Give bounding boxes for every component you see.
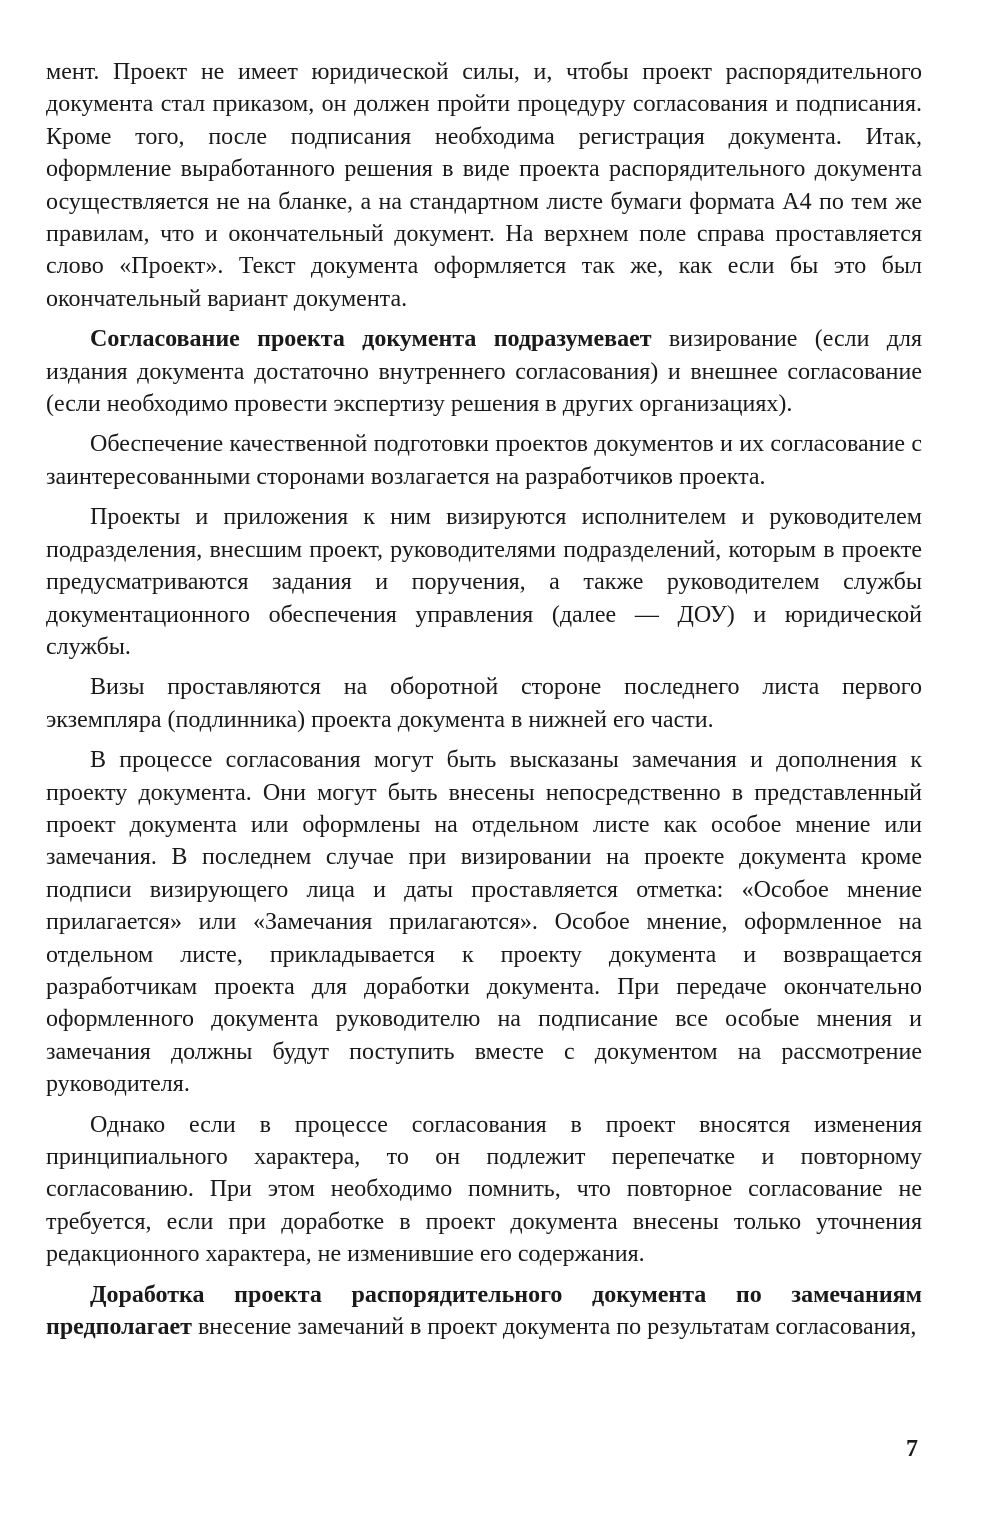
paragraph-text: визирование (если для издания документа достаточно внутреннего согласования) и внешнее согласование (если необходимо провести экспертизу решения в других организациях). [46, 326, 922, 418]
paragraph-6 [46, 744, 922, 1100]
page-body [46, 56, 922, 1351]
paragraph-5 [46, 671, 922, 736]
paragraph-4 [46, 501, 922, 663]
paragraph-lead-bold: Согласование проекта документа подразумевает [90, 326, 652, 353]
paragraph-lead-bold: Доработка проекта распорядительного документа по замечаниям предполагает [46, 1281, 922, 1341]
paragraph-text: мент. Проект не имеет юридической силы, и, чтобы проект распорядительного документа стал приказом, он должен пройти процедуру согласования и подписания. Кроме того, после подписания необходима регистрация документа. Итак, оформление выработанного решения в виде проекта распорядительного документа осуществляется не на бланке, а на стандартном листе бумаги формата А4 по тем же правилам, что и окончательный документ. На верхнем поле справа проставляется слово «Проект». Текст документа оформляется так же, как если бы это был окончательный вариант документа. [46, 59, 922, 312]
paragraph-8 [46, 1279, 922, 1344]
paragraph-1 [46, 56, 922, 315]
paragraph-7 [46, 1109, 922, 1271]
paragraph-3 [46, 428, 922, 493]
paragraph-text: В процессе согласования могут быть высказаны замечания и дополнения к проекту документа. Они могут быть внесены непосредственно в представленный проект документа или оформлены на отдельном листе как особое мнение или замечания. В последнем случае при визировании на проекте документа кроме подписи визирующего лица и даты проставляется отметка: «Особое мнение прилагается» или «Замечания прилагаются». Особое мнение, оформленное на отдельном листе, прикладывается к проекту документа и возвращается разработчикам проекта для доработки документа. При передаче окончательно оформленного документа руководителю на подписание все особые мнения и замечания должны будут поступить вместе с документом на рассмотрение руководителя. [46, 747, 922, 1098]
paragraph-text: Визы проставляются на оборотной стороне последнего листа первого экземпляра (подлинника) проекта документа в нижней его части. [46, 674, 922, 733]
paragraph-2 [46, 323, 922, 420]
paragraph-text: внесение замечаний в проект документа по результатам согласования, [191, 1314, 917, 1341]
page-number: 7 [906, 1436, 918, 1462]
paragraph-text: Обеспечение качественной подготовки проектов документов и их согласование с заинтересованными сторонами возлагается на разработчиков проекта. [46, 431, 922, 490]
paragraph-text: Однако если в процессе согласования в проект вносятся изменения принципиального характера, то он подлежит перепечатке и повторному согласованию. При этом необходимо помнить, что повторное согласование не требуется, если при доработке в проект документа внесены только уточнения редакционного характера, не изменившие его содержания. [46, 1111, 922, 1268]
paragraph-text: Проекты и приложения к ним визируются исполнителем и руководителем подразделения, внесшим проект, руководителями подразделений, которым в проекте предусматриваются задания и поручения, а также руководителем службы документационного обеспечения управления (далее — ДОУ) и юридической службы. [46, 504, 922, 660]
